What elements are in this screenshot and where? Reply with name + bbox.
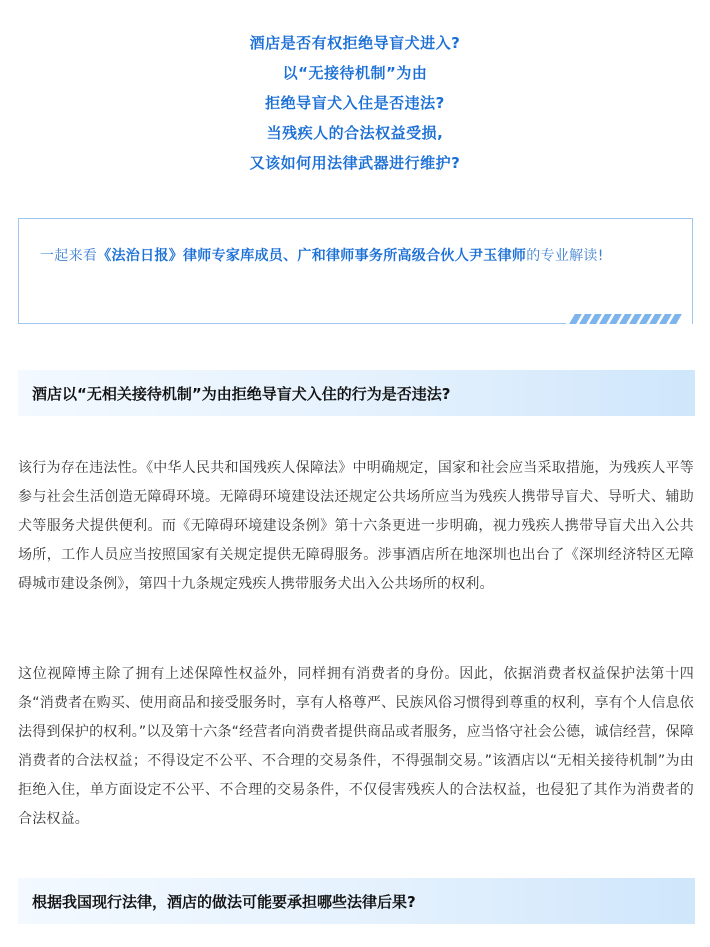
intro-line: 以“无接待机制”为由 bbox=[282, 64, 428, 82]
quote-frame-divider bbox=[18, 323, 566, 324]
section-heading: 根据我国现行法律，酒店的做法可能要承担哪些法律后果? bbox=[18, 878, 695, 924]
intro-line: 又该如何用法律武器进行维护? bbox=[249, 154, 461, 172]
body-paragraph: 这位视障博主除了拥有上述保障性权益外，同样拥有消费者的身份。因此，依据消费者权益保护法第十四条“消费者在购买、使用商品和接受服务时，享有人格尊严、民族风俗习惯得到尊重的权利，享有个人信息依法得到保护的权利。”以及第十六条“经营者向消费者提供商品或者服务，应当恪守社会公德，诚信经营，保障消费者的合法权益；不得设定不公平、不合理的交易条件，不得强制交易。”该酒店以“无相关接待机制”为由拒绝入住，单方面设定不公平、不合理的交易条件，不仅侵害残疾人的合法权益，也侵犯了其作为消费者的合法权益。 bbox=[18, 666, 694, 827]
quote-suffix: 的专业解读! bbox=[526, 248, 604, 264]
intro-block bbox=[0, 28, 710, 178]
body-paragraph: 该行为存在违法性。《中华人民共和国残疾人保障法》中明确规定，国家和社会应当采取措施，为残疾人平等参与社会生活创造无障碍环境。无障碍环境建设法还规定公共场所应当为残疾人携带导盲犬、导听犬、辅助犬等服务犬提供便利。而《无障碍环境建设条例》第十六条更进一步明确，视力残疾人携带导盲犬出入公共场所，工作人员应当按照国家有关规定提供无障碍服务。涉事酒店所在地深圳也出台了《深圳经济特区无障碍城市建设条例》，第四十九条规定残疾人携带服务犬出入公共场所的权利。 bbox=[18, 460, 694, 592]
quote-prefix: 一起来看 bbox=[40, 248, 98, 264]
quote-highlight: 《法治日报》律师专家库成员、广和律师事务所高级合伙人尹玉律师 bbox=[97, 248, 527, 264]
stripe-decoration bbox=[572, 314, 688, 324]
intro-line: 当残疾人的合法权益受损, bbox=[266, 124, 444, 142]
intro-line: 酒店是否有权拒绝导盲犬进入? bbox=[249, 34, 461, 52]
section-heading: 酒店以“无相关接待机制”为由拒绝导盲犬入住的行为是否违法? bbox=[18, 370, 695, 416]
intro-line: 拒绝导盲犬入住是否违法? bbox=[265, 94, 445, 112]
quote-text bbox=[40, 240, 680, 272]
